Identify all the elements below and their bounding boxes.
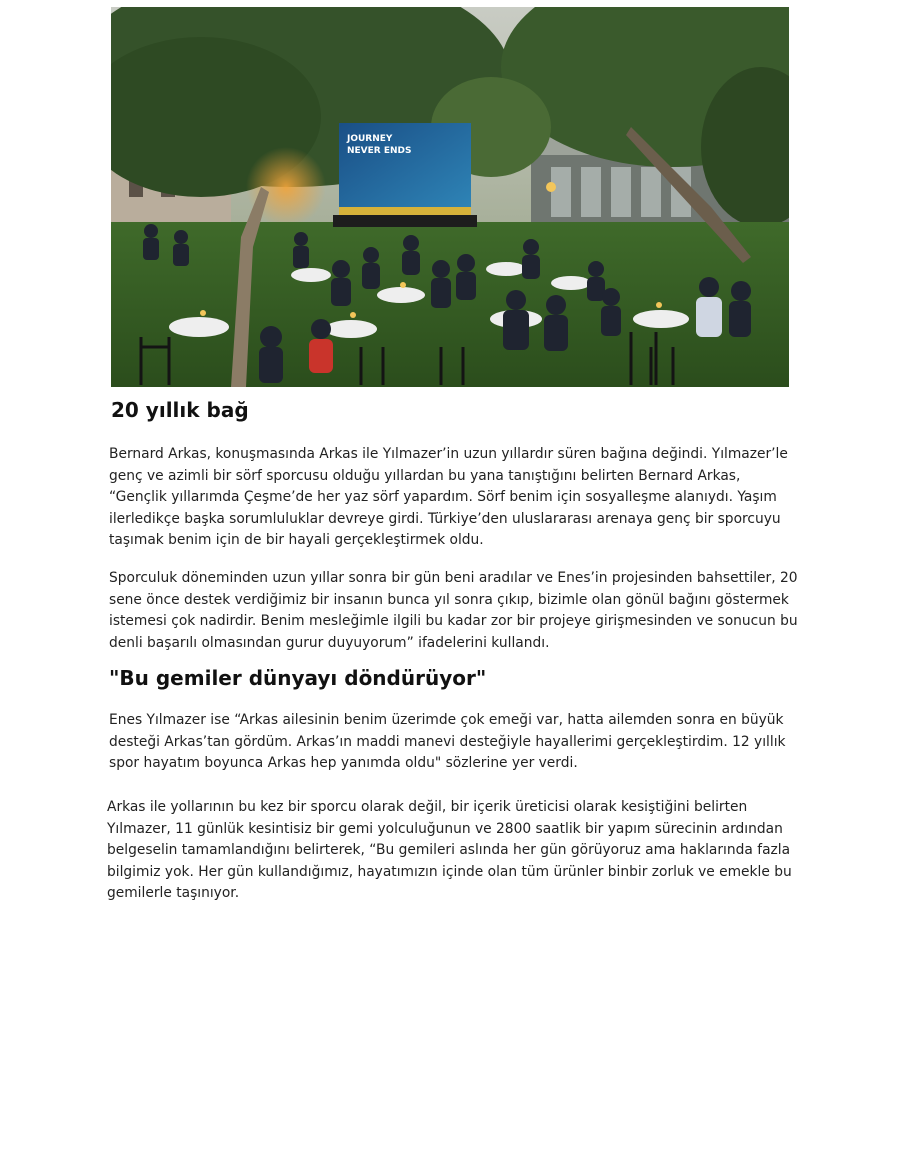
svg-text:JOURNEY: JOURNEY [347, 134, 393, 144]
event-photo [111, 7, 789, 387]
section-heading: 20 yıllık bağ [111, 398, 249, 422]
paragraph: Bernard Arkas, konuşmasında Arkas ile Yılmazer’in uzun yıllardır süren bağına değindi. Yılmazer’le genç ve azimli bir sörf sporcusu olduğu yıllardan bu yana tanıştığını belirten Bernard Arkas, “Gençlik yıllarımda Çeşme’de her yaz sörf yapardım. Sörf benim için sosyalleşme alanıydı. Yaşım ilerledikçe başka sorumluluklar devreye girdi. Türkiye’den uluslararası arenaya genç bir sporcuyu taşımak benim için de bir hayali gerçekleştirmek oldu. [109, 446, 788, 549]
garden-event-illustration [111, 7, 789, 387]
section-heading: "Bu gemiler dünyayı döndürüyor" [109, 666, 487, 690]
paragraph: Sporculuk döneminden uzun yıllar sonra bir gün beni aradılar ve Enes’in projesinden bahsettiler, 20 sene önce destek verdiğimiz bir insanın bunca yıl sonra çıkıp, bizimle olan gönül bağını göstermek istemesi çok nadirdir. Benim mesleğimle ilgili bu kadar zor bir projeye girişmesinden ve sonucun bu denli başarılı olmasından gurur duyuyorum” ifadelerini kullandı. [109, 570, 798, 651]
paragraph: Enes Yılmazer ise “Arkas ailesinin benim üzerimde çok emeği var, hatta ailemden sonra en büyük desteği Arkas’tan gördüm. Arkas’ın maddi manevi desteğiyle hayallerimi gerçekleştirdim. 12 yıllık spor hayatım boyunca Arkas hep yanımda oldu" sözlerine yer verdi. [109, 712, 786, 772]
svg-text:NEVER ENDS: NEVER ENDS [347, 146, 412, 156]
paragraph: Arkas ile yollarının bu kez bir sporcu olarak değil, bir içerik üreticisi olarak kesiştiğini belirten Yılmazer, 11 günlük kesintisiz bir gemi yolculuğunun ve 2800 saatlik bir yapım sürecinin ardından belgeselin tamamlandığını belirterek, “Bu gemileri aslında her gün görüyoruz ama haklarında fazla bilgimiz yok. Her gün kullandığımız, hayatımızın içinde olan tüm ürünler binbir zorluk ve emekle bu gemilerle taşınıyor. [107, 799, 792, 902]
